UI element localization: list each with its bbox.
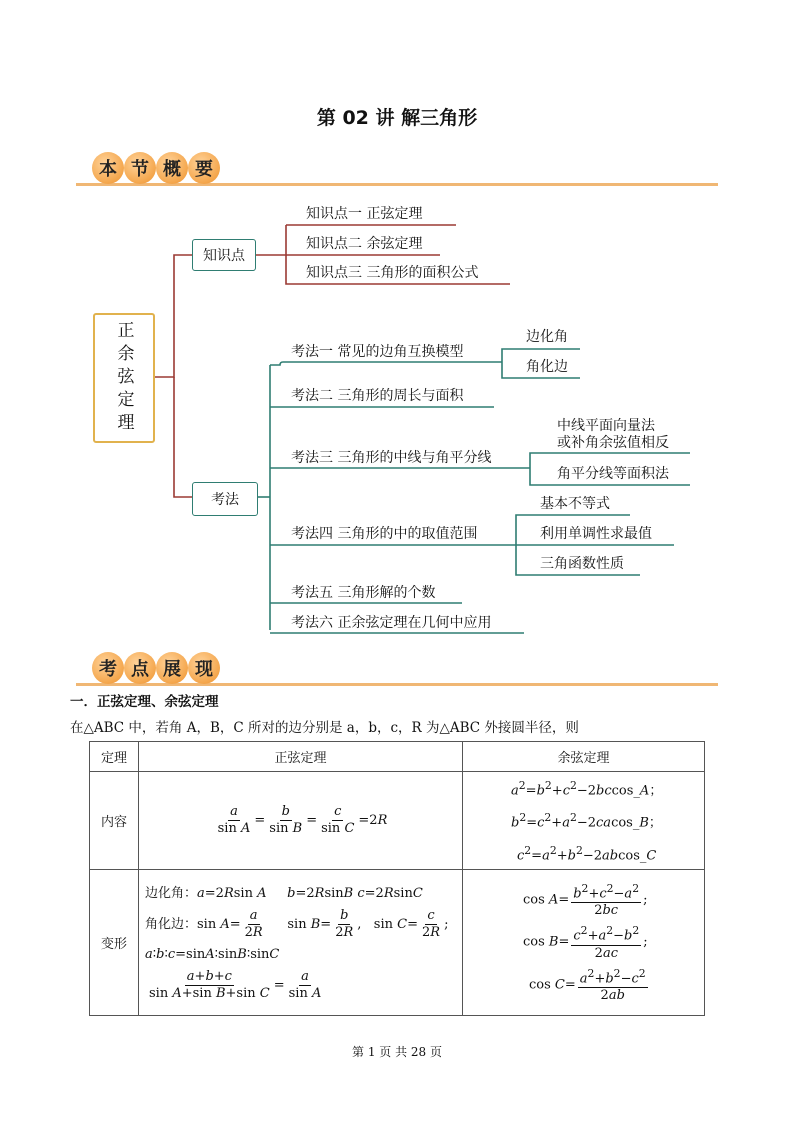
kaofa-item: 考法一 常见的边角互换模型 <box>291 344 464 360</box>
zhishidian-item: 知识点三 三角形的面积公式 <box>306 265 479 281</box>
kaofa-item: 考法三 三角形的中线与角平分线 <box>291 450 492 466</box>
sine-law-cell: $\frac{a}{\text{sin A}}$ = $\frac{b}{\text{sin B}}$ = $\frac{c}{\text{sin C}}$ =2R <box>139 772 463 870</box>
sub-item: 利用单调性求最值 <box>540 526 652 542</box>
cosine-law-cell: $a^2=b^2+c^2-2bccos\_A$； $b^2=c^2+a^2-2cacos\_B$； $c^2=a^2+b^2-2abcos\_C$ <box>463 772 705 870</box>
section-heading: 一．正弦定理、余弦定理 <box>70 694 219 710</box>
banner-char: 点 <box>124 652 156 684</box>
sub-item: 基本不等式 <box>540 496 610 512</box>
sub-item: 三角函数性质 <box>540 556 624 572</box>
zhishidian-item: 知识点一 正弦定理 <box>306 206 423 222</box>
kaofa-item: 考法六 正余弦定理在几何中应用 <box>291 615 492 631</box>
sub-item: 或补角余弦值相反 <box>557 435 669 451</box>
zhishidian-item: 知识点二 余弦定理 <box>306 236 423 252</box>
banner-char: 概 <box>156 152 188 184</box>
header-cell: 正弦定理 <box>139 742 463 772</box>
node-kaofa: 考法 <box>192 482 258 516</box>
page-title: 第 02 讲 解三角形 <box>316 107 478 129</box>
row-label: 内容 <box>90 772 139 870</box>
banner-char: 节 <box>124 152 156 184</box>
kaofa-item: 考法二 三角形的周长与面积 <box>291 388 464 404</box>
banner-char: 现 <box>188 652 220 684</box>
mindmap-root: 正余弦定理 <box>93 313 155 443</box>
theorem-table <box>89 741 705 1016</box>
kaofa-item: 考法五 三角形解的个数 <box>291 585 436 601</box>
cosine-variant-cell: cos A= $\frac{b^2+c^2-a^2}{2bc}$ ; cos B= $\frac{c^2+a^2-b^2}{2ac}$ ; cos C= $\frac{a^2+b^2-c^2}{2ab}$ <box>463 869 705 1015</box>
row-label: 变形 <box>90 869 139 1015</box>
header-cell: 余弦定理 <box>463 742 705 772</box>
sine-variant-cell: 边化角：a=2Rsin A b=2RsinB c=2RsinC 角化边：sin A= $\frac{a}{2R}$ sin B= $\frac{b}{2R}$ , sin C= $\frac{c}{2R}$ ; a∶b∶c=sinA∶sinB∶sinC $\frac{a+b+c}{\text{sin A+sin B+sin C}}$ = $\frac{a}{\text{sin A}}$ <box>139 869 463 1015</box>
banner-char: 要 <box>188 152 220 184</box>
sub-item: 角平分线等面积法 <box>557 466 669 482</box>
banner-char: 考 <box>92 652 124 684</box>
banner-char: 本 <box>92 152 124 184</box>
intro-text: 在△ABC 中，若角 A，B，C 所对的边分别是 a，b，c，R 为△ABC 外接圆半径，则 <box>70 720 579 736</box>
sub-item: 角化边 <box>526 359 568 375</box>
sub-item: 边化角 <box>526 329 568 345</box>
node-zhishidian: 知识点 <box>192 239 256 271</box>
header-cell: 定理 <box>90 742 139 772</box>
page-footer: 第 1 页 共 28 页 <box>352 1045 442 1059</box>
sub-item: 中线平面向量法 <box>557 418 655 434</box>
banner-char: 展 <box>156 652 188 684</box>
kaofa-item: 考法四 三角形的中的取值范围 <box>291 526 478 542</box>
